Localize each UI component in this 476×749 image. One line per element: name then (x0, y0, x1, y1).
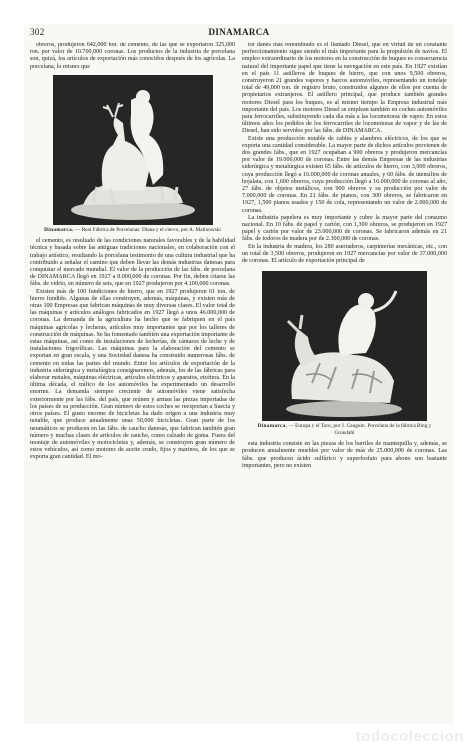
paragraph: La industria papelera es muy importante y cubre la mayor parte del consumo nacional. En 10 fábs. de papel y cartón, con 1,300 obreros, se produjeron en 1927 papel y cartón por valor de 23.000,000 de coronas. Se fabricaron además en 21 fábs. de todoros de madera por de 2.300,000 de coronas. (242, 214, 447, 243)
porcelain-figure-diana-deer-icon (53, 75, 213, 225)
caption-lead: Dinamarca. (257, 423, 288, 430)
caption-text: — Real Fábrica de Porcelanas: Diana y el ciervo, por A. Malinowski (75, 226, 221, 233)
page-number: 302 (30, 27, 45, 37)
paragraph: esta industria consiste en las piezas de los barriles de mantequilla y, además, se producen anualmente muebles por valor de más de 25.000,000 de coronas. Las fábs. que producen ácido sulfúrico y superfosfato para abono son bastante importantes, pero no existen (242, 441, 447, 469)
photo-diana-deer (53, 75, 213, 225)
photo-caption (248, 423, 441, 436)
paragraph: el cemento, es resultado de las condiciones naturales favorables y de la habilidad técnica y basada sobre las antiguas tradiciones nacionales, en colaboración con el trabajo artístico, resultando la porcelana testimonio de una cultura industrial que ha contribuido a señalar el camino que deben llevar las demás industrias danesas para conquistar el mercado mundial. El valor de la producción de las fábs. de porcelana de DINAMARCA llegó en 1927 a 8.000,000 de coronas. Por fin, deben citarse las fábs. de vidrio, en número de seis, que en 1927 produjeron por 4.100,000 coronas. (30, 238, 235, 288)
porcelain-figure-europa-bull-icon (262, 271, 427, 421)
caption-lead: Dinamarca. (44, 226, 74, 233)
paragraph: Existen más de 100 fundiciones de hierro, que en 1927 produjeron 61 ton. de hierro fundido. Algunas de ellas construyen, además, máquinas, y existen más de otras 100 Empresas que fabrican máquinas de muy diversas clases. El valor total de las máquinas y artículos análogos fabricados en 1927 llegó a unos 46.000,000 de coronas. La demanda de la agricultura ha hecho que se fabriquen en el país máquinas agrícolas y lecheras, artículos muy importantes que por los talleres de construcción de máquinas. Se ha fomentado también una exportación importante de estas máquinas, así como de instalaciones de lecherías, de cántaros de leche y de instalaciones frigoríficas. Las máquinas para la elaboración del cemento se exportan en gran escala, y una Sociedad danesa ha construido numerosas fábs. de cemento en todas las partes del mundo. Entre los artículos de exportación de la industria siderúrgica y metalúrgica consignaremos, además, los de las fábricas para elaborar metales, máquinas eléctricas, artículos eléctricos y aparatos, etcétera. En la última década, el tráfico de los automóviles ha experimentado un desarrollo enorme. La demanda siempre creciente de automóviles viene satisfecha exteriormente por las fábs. del país, que reúnen y arman las piezas importadas de los países de su producción. Gran número de estos coches se reexportan a Suecia y otros países. El gusto enorme de bicicletas ha dado origen a una industria muy notable, que produce anualmente unas 50,000 bicicletas. Gran parte de los neumáticos se producen en las fábs. de caucho danesas, que fabrican también gran número y muchas clases de artículos de caucho, como calzado de goma. Fuera del montaje de automóviles y motocicletas y, además, se construyen gran número de estos vehículos, así como motores de aceite crudo, fijos y marinos, de los que se exporta gran cantidad. El mo- (30, 288, 235, 461)
paragraph: Existe una producción notable de cables y alambres eléctricos, de los que se exporta una cantidad considerable. La mayor parte de dichos artículos provienen de dos grandes fábs., que en 1927 ocupaban a 900 obreros y produjeron mercancías por valor de 19.000,000 de coronas. Entre las demás Empresas de las industrias siderúrgica y metalúrgica existen 65 fábs. de artículos de hierro, con 3,900 obreros, cuya producción llegó a 16.000,000 de coronas anuales, y 60 fábs. de utensilios de hojalata, con 1,600 obreros, cuya producción llegó a 16.000,000 de coronas al año, 27 fábs. de objetos metálicos, con 900 obreros y su producción por valor de 7.000,000 de coronas. En 21 fábs. de pianos, con 300 obreros, se fabricaron en 1927, 1,500 pianos usados y 150 de cola, representando un valor de 2.000,000 de coronas. (242, 135, 447, 214)
paragraph: obreros, produjeron 642,000 ton. de cemento, de las que se exportaron 325,000 ton. por valor de 10.700,000 coronas. Los productos de la industria de porcelana son, quizá, los artículos de exportación más conocidos después de los agrícolas. La porcelana, lo mismo que (30, 42, 235, 70)
photo-europa-bull (262, 271, 427, 421)
right-column (242, 42, 447, 717)
caption-text: — Europa y el Toro, por J. Gauguin. Porcelana de la fábrica Bing y Grondahl (288, 423, 432, 436)
paragraph: En la industria de madera, los 280 aserraderos, carpinterías mecánicas, etc., con un total de 3,500 obreros, produjeron en 1927 mercancías por valor de 37.000,000 de coronas. El artículo de exportación principal de (242, 243, 447, 265)
photo-caption (36, 227, 229, 233)
paragraph: tor danés más renombrado es el llamado Diesel, que en virtud de un constante perfeccionamiento sigue siendo el más importante para la propulsión de navíos. El empleo extraordinario de los motores en la construcción de buques es consecuencia natural del importante papel que tiene la navegación en este país. En 1927 existían en el país 11 astilleros de buques de hierro, que con unos 9,500 obreros, construyeron 21 grandes vapores y barcos automóviles, representando un tonelaje total de 49,000 ton. de registro bruto, construidos algunos de ellos por cuenta de propietarios extranjeros. El astillero principal, que produce también grandes motores Diesel para los buques, es al mismo tiempo la Empresa industrial más importante del país. Los motores Diesel se emplean también en coches automóviles para ferrocarriles, substituyendo cada día más a las locomotoras de vapor. En estos últimos años los pedidos de los ferrocarriles de locomotoras de vapor y de las de Diesel, han sido servidos por las fábs. de DINAMARCA. (242, 42, 447, 135)
page-title: DINAMARCA (208, 27, 270, 37)
watermark-logo: todocoleccion (355, 728, 464, 745)
book-page (24, 24, 454, 724)
left-column (30, 42, 235, 717)
page-header (30, 27, 448, 41)
